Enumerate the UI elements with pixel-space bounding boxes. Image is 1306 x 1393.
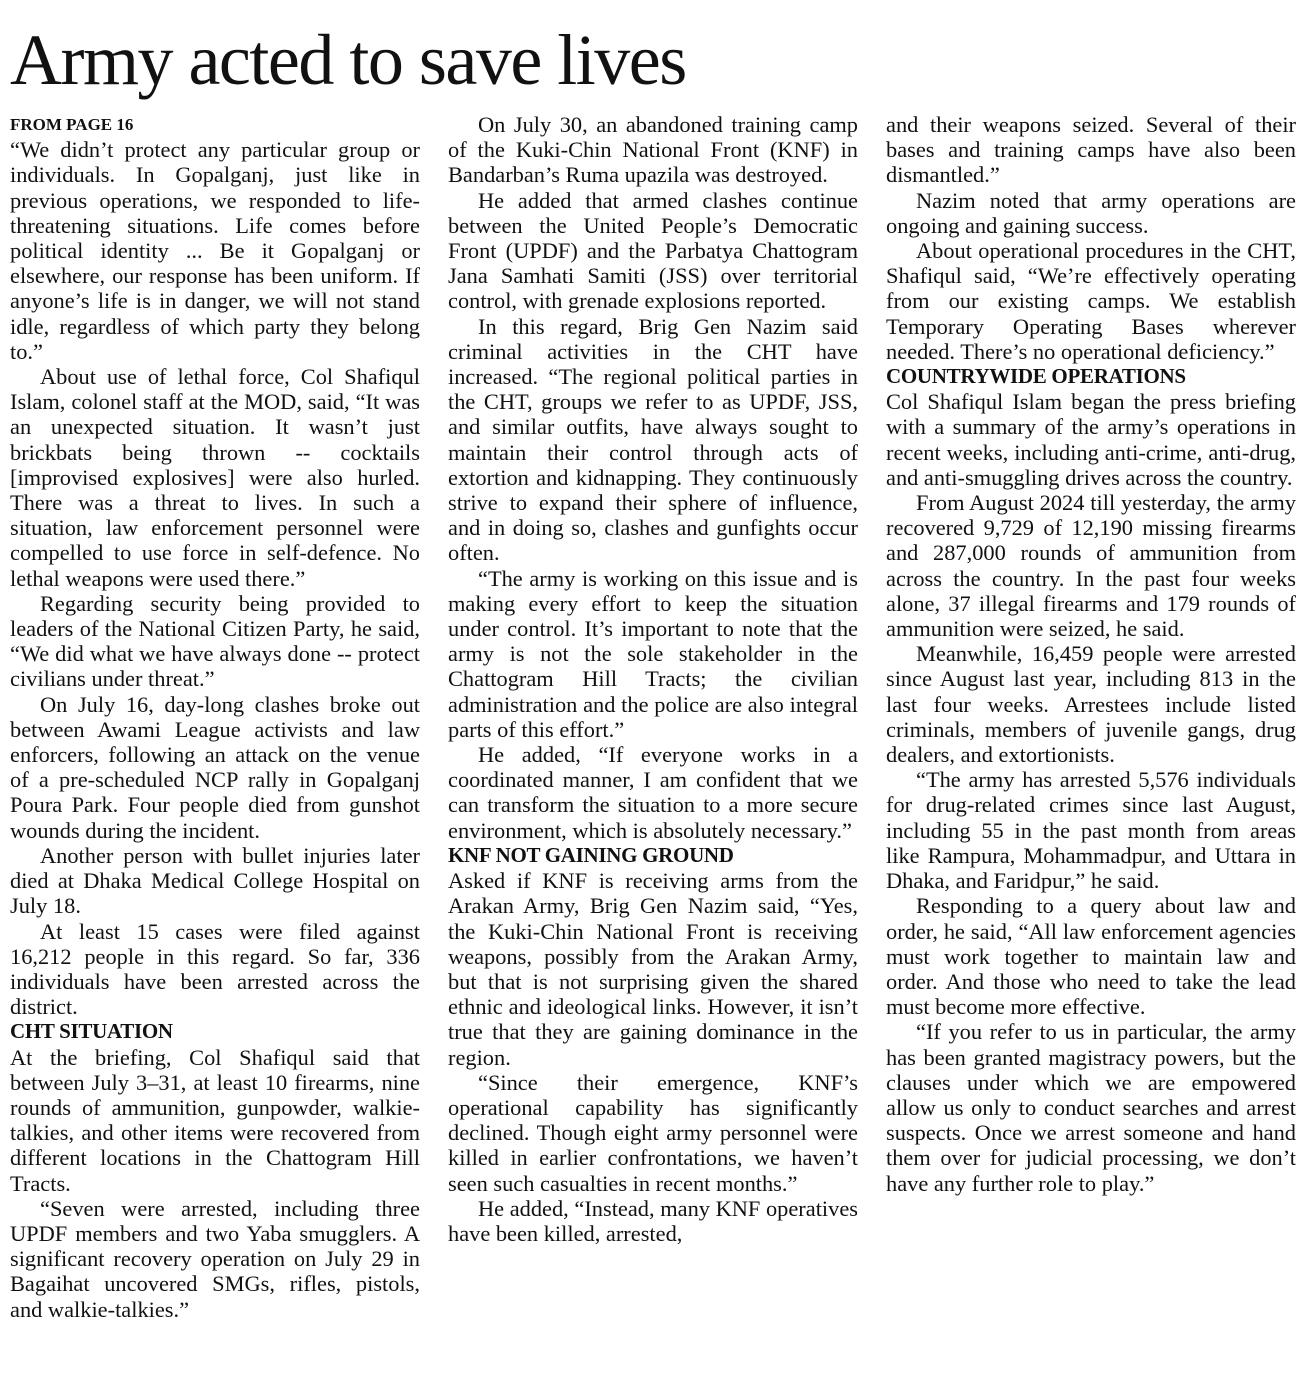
paragraph: At the briefing, Col Shafiqul said that between July 3–31, at least 10 firearms, nine rounds of ammunition, gunpowder, walkie-talkies, and other items were recovered from different locations in the Chattogram Hill Tracts. <box>10 1044 420 1196</box>
section-heading-knf-not-gaining-ground: KNF NOT GAINING GROUND <box>448 842 734 867</box>
paragraph: Asked if KNF is receiving arms from the Arakan Army, Brig Gen Nazim said, “Yes, the Kuki-Chin National Front is receiving weapons, possibly from the Arakan Army, but that is not surprising given the shared ethnic and ideological links. However, it isn’t true that they are gaining dominance in the region. <box>448 868 858 1070</box>
paragraph: In this regard, Brig Gen Nazim said criminal activities in the CHT have increased. “The regional political parties in the CHT, groups we refer to as UPDF, JSS, and similar outfits, have always sought to maintain their control through acts of extortion and kidnapping. They continuously strive to expand their sphere of influence, and in doing so, clashes and gunfights occur often. <box>448 313 858 566</box>
paragraph: “Seven were arrested, including three UPDF members and two Yaba smugglers. A significant recovery operation on July 29 in Bagaihat uncovered SMGs, rifles, pistols, and walkie-talkies.” <box>10 1195 420 1322</box>
headline: Army acted to save lives <box>10 20 686 100</box>
paragraph: He added, “Instead, many KNF operatives have been killed, arrested, <box>448 1195 858 1246</box>
paragraph: Regarding security being provided to leaders of the National Citizen Party, he said, “We did what we have always done -- protect civilians under threat.” <box>10 590 420 692</box>
paragraph: Col Shafiqul Islam began the press briefing with a summary of the army’s operations in recent weeks, including anti-crime, anti-drug, and anti-smuggling drives across the country. <box>886 389 1296 490</box>
article-column-1 <box>10 112 420 1387</box>
paragraph: On July 16, day-long clashes broke out between Awami League activists and law enforcers, following an attack on the venue of a pre-scheduled NCP rally in Gopalganj Poura Park. Four people died from gunshot wounds during the incident. <box>10 691 420 843</box>
paragraph: From August 2024 till yesterday, the army recovered 9,729 of 12,190 missing firearms and 287,000 rounds of ammunition from across the country. In the past four weeks alone, 37 illegal firearms and 179 rounds of ammunition were seized, he said. <box>886 490 1296 642</box>
paragraph: Responding to a query about law and order, he said, “All law enforcement agencies must work together to maintain law and order. And those who need to take the lead must become more effective. <box>886 893 1296 1020</box>
paragraph: Another person with bullet injuries later died at Dhaka Medical College Hospital on July 18. <box>10 842 420 919</box>
section-heading-countrywide-operations: COUNTRYWIDE OPERATIONS <box>886 364 1186 389</box>
paragraph: He added that armed clashes continue between the United People’s Democratic Front (UPDF) and the Parbatya Chattogram Jana Samhati Samiti (JSS) over territorial control, with grenade explosions reported. <box>448 187 858 314</box>
section-heading-cht-situation: CHT SITUATION <box>10 1019 173 1044</box>
paragraph: “If you refer to us in particular, the army has been granted magistracy powers, but the clauses under which we are empowered allow us only to conduct searches and arrest suspects. Once we arrest someone and hand them over for judicial processing, we don’t have any further role to play.” <box>886 1019 1296 1196</box>
paragraph: About operational procedures in the CHT, Shafiqul said, “We’re effectively operating from our existing camps. We establish Temporary Operating Bases wherever needed. There’s no operational deficiency.” <box>886 238 1296 364</box>
article-column-2 <box>448 112 858 1387</box>
paragraph: He added, “If everyone works in a coordinated manner, I am confident that we can transform the situation to a more secure environment, which is absolutely necessary.” <box>448 742 858 843</box>
paragraph: “The army is working on this issue and is making every effort to keep the situation under control. It’s important to note that the army is not the sole stakeholder in the Chattogram Hill Tracts; the civilian administration and the police are also integral parts of this effort.” <box>448 565 858 742</box>
paragraph: At least 15 cases were filed against 16,212 people in this regard. So far, 336 individuals have been arrested across the district. <box>10 918 420 1020</box>
paragraph: On July 30, an abandoned training camp of the Kuki-Chin National Front (KNF) in Bandarban’s Ruma upazila was destroyed. <box>448 112 858 188</box>
paragraph: and their weapons seized. Several of their bases and training camps have also been dismantled.” <box>886 112 1296 188</box>
paragraph: “Since their emergence, KNF’s operational capability has significantly declined. Though eight army personnel were killed in earlier confrontations, we haven’t seen such casualties in recent months.” <box>448 1069 858 1196</box>
paragraph: Meanwhile, 16,459 people were arrested since August last year, including 813 in the last four weeks. Arrestees include listed criminals, members of juvenile gangs, drug dealers, and extortionists. <box>886 641 1296 768</box>
paragraph: “The army has arrested 5,576 individuals for drug-related crimes since last August, including 55 in the past month from areas like Rampura, Mohammadpur, and Uttara in Dhaka, and Faridpur,” he said. <box>886 767 1296 894</box>
paragraph: About use of lethal force, Col Shafiqul Islam, colonel staff at the MOD, said, “It was an unexpected situation. It wasn’t just brickbats being thrown -- cocktails [improvised explosives] were also hurled. There was a threat to lives. In such a situation, law enforcement personnel were compelled to use force in self-defence. No lethal weapons were used there.” <box>10 364 420 591</box>
kicker-from-page: FROM PAGE 16 <box>10 115 134 134</box>
paragraph: “We didn’t protect any particular group or individuals. In Gopalganj, just like in previous operations, we responded to life-threatening situations. Life comes before political identity ... Be it Gopalganj or elsewhere, our response has been uniform. If anyone’s life is in danger, we will not stand idle, regardless of which party they belong to.” <box>10 137 420 364</box>
article-column-3 <box>886 112 1296 1387</box>
paragraph: Nazim noted that army operations are ongoing and gaining success. <box>886 187 1296 238</box>
